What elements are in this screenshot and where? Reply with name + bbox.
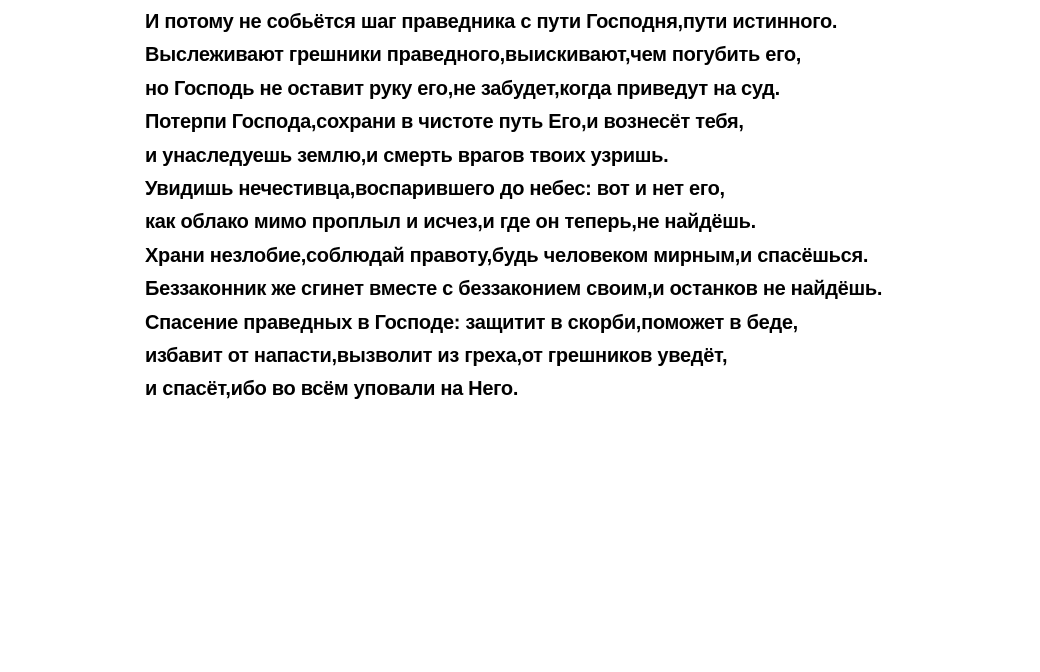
text-line-1: И потому не собьётся шаг праведника с пути Господня,пути истинного. [145, 11, 838, 33]
text-line-8: Храни незлобие,соблюдай правоту,будь человеком мирным,и спасёшься. [145, 244, 869, 267]
text-line-11: избавит от напасти,вызволит из греха,от грешников уведёт, [145, 345, 728, 368]
text-line-4: Потерпи Господа,сохрани в чистоте путь Его,и вознесёт тебя, [145, 111, 744, 134]
text-line-9: Беззаконник же сгинет вместе с беззаконием своим,и останков не найдёшь. [145, 278, 883, 301]
text-line-10: Спасение праведных в Господе: защитит в скорби,поможет в беде, [145, 311, 798, 334]
text-line-3: но Господь не оставит руку его,не забудет,когда приведут на суд. [145, 77, 780, 100]
text-line-12: и спасёт,ибо во всём уповали на Него. [145, 378, 519, 401]
text-line-7: как облако мимо проплыл и исчез,и где он теперь,не найдёшь. [145, 211, 756, 234]
text-line-5: и унаследуешь землю,и смерть врагов твоих узришь. [145, 144, 669, 167]
text-line-6: Увидишь нечестивца,воспарившего до небес: вот и нет его, [145, 178, 725, 201]
text-line-2: Выслеживают грешники праведного,выискивают,чем погубить его, [145, 44, 802, 67]
document-text [145, 6, 1025, 407]
